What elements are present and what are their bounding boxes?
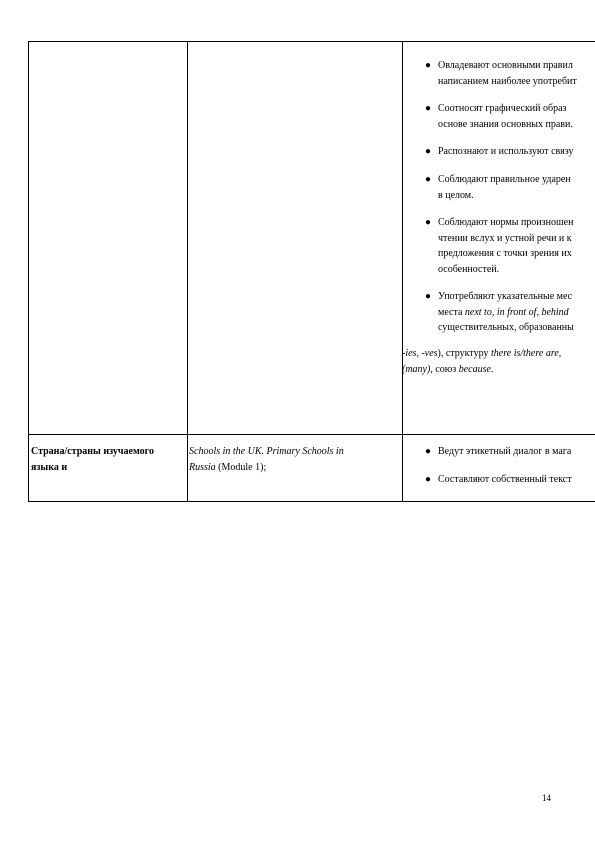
bullet-dot-icon: ●	[425, 474, 432, 485]
row1-bullet-line: предложения с точки зрения их	[438, 248, 572, 259]
row2-bullet-item	[425, 444, 572, 460]
row1-continuation-fragment: there is/there are,	[491, 348, 562, 359]
row1-continuation-line	[402, 362, 493, 378]
row1-bullet-line: чтении вслух и устной речи и к	[438, 232, 572, 244]
row2-content-italic: Russia	[189, 461, 216, 473]
table-border-left	[28, 41, 29, 502]
bullet-dot-icon: ●	[425, 446, 432, 457]
row1-bullet-line	[438, 320, 574, 336]
bullet-dot-icon: ●	[425, 174, 432, 185]
row1-continuation-line	[402, 346, 561, 362]
row2-content-line: Schools in the UK. Primary Schools in	[189, 446, 344, 457]
bullet-dot-icon: ●	[425, 217, 432, 228]
row1-continuation-fragment: ), структуру	[437, 348, 492, 359]
page-number: 14	[542, 793, 551, 803]
bullet-dot-icon: ●	[425, 60, 432, 71]
row2-topic-line: Страна/страны изучаемого	[31, 446, 154, 457]
row2-content-tail: (Module 1);	[215, 461, 267, 473]
row1-bullet-line	[438, 289, 574, 305]
row1-continuation-fragment: -ies, -ves	[402, 348, 438, 359]
column-divider-2	[402, 41, 403, 502]
row2-bullet-text: Ведут этикетный диалог в мага	[438, 446, 572, 457]
row1-bullet-fragment: Употребляют указательные мес	[438, 291, 573, 302]
row-divider	[28, 434, 595, 435]
row2-content-cell	[189, 444, 401, 475]
row2-topic-cell	[31, 444, 186, 475]
bullet-dot-icon: ●	[425, 146, 432, 157]
row1-bullet-line: особенностей.	[438, 263, 500, 275]
row1-bullet-item	[425, 144, 574, 160]
content-table	[28, 41, 595, 502]
row2-bullet-item	[425, 472, 572, 488]
row1-bullet-line: Распознают и используют связу	[438, 146, 574, 157]
row1-continuation-fragment: because	[458, 364, 491, 375]
row1-bullet-item	[425, 289, 574, 336]
table-border-top	[28, 41, 595, 42]
row1-bullet-line: в целом.	[438, 189, 474, 201]
row1-bullet-item	[425, 215, 574, 277]
row1-bullet-item	[425, 58, 577, 89]
row1-bullet-line: Соблюдают правильное ударен	[438, 174, 571, 185]
row1-bullet-line: написанием наиболее употребит	[438, 75, 577, 87]
column-divider-1	[187, 41, 188, 502]
row1-bullet-item	[425, 101, 573, 132]
row1-continuation-fragment: , союз	[430, 364, 459, 375]
row1-bullet-fragment: существительных, образованны	[438, 322, 574, 333]
row1-bullet-line: Соотносят графический образ	[438, 103, 567, 114]
row1-bullet-item	[425, 172, 571, 203]
row1-bullet-fragment: места	[438, 306, 465, 318]
row1-continuation-fragment: .	[490, 364, 494, 375]
row1-bullet-line: Овладевают основными правил	[438, 60, 573, 71]
row2-topic-line: языка и	[31, 461, 68, 473]
row1-bullet-line: Соблюдают нормы произношен	[438, 217, 574, 228]
row2-bullet-text: Составляют собственный текст	[438, 474, 572, 485]
table-border-bottom	[28, 501, 595, 502]
row1-bullet-line	[438, 305, 574, 321]
bullet-dot-icon: ●	[425, 291, 432, 302]
row1-bullet-line: основе знания основных прави.	[438, 118, 573, 130]
bullet-dot-icon: ●	[425, 103, 432, 114]
row1-continuation-fragment: (many)	[402, 364, 431, 375]
row1-bullet-fragment: next to, in front of, behind	[464, 306, 569, 318]
